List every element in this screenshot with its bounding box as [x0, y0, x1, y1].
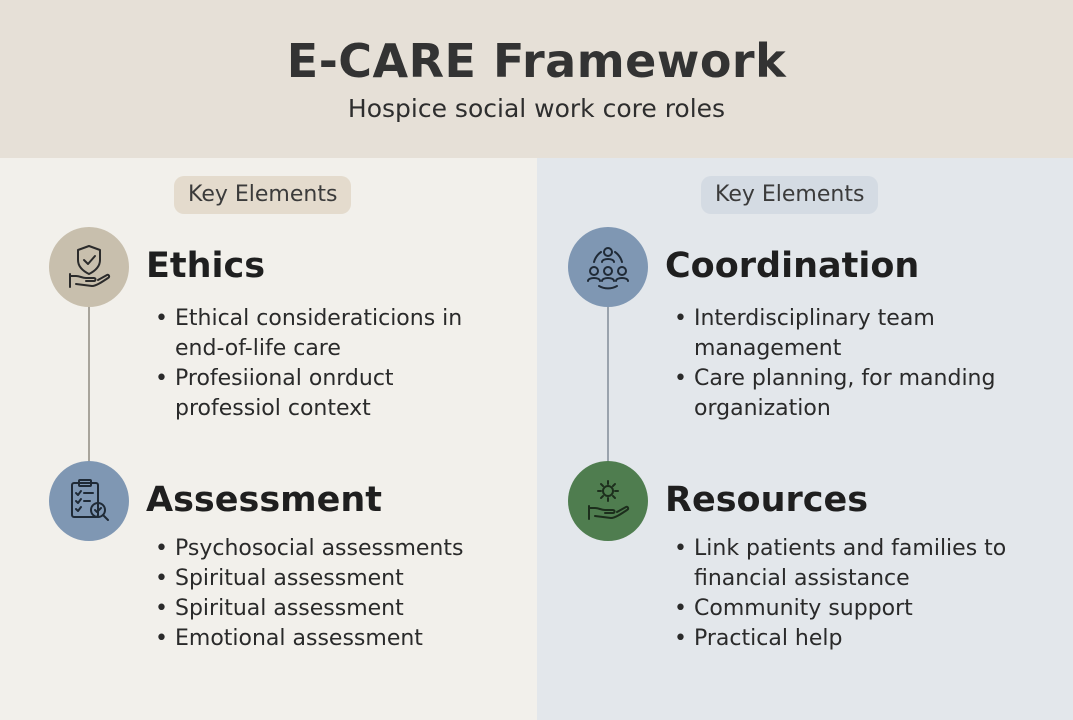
key-elements-pill-left: Key Elements: [174, 176, 351, 214]
team-network-icon: [581, 240, 635, 294]
page-title: E-CARE Framework: [286, 34, 787, 88]
connector-line-right: [607, 306, 609, 464]
list-item: • Spiritual assessment: [153, 564, 513, 594]
resources-bullet-list: [672, 534, 1032, 654]
list-item: • Interdisciplinary team management: [672, 304, 1032, 364]
coordination-icon-circle: [568, 227, 648, 307]
coordination-heading: Coordination: [665, 246, 920, 286]
resources-heading: Resources: [665, 480, 869, 520]
coordination-bullet-list: [672, 304, 1032, 424]
header: [0, 0, 1073, 158]
assessment-heading: Assessment: [146, 480, 383, 520]
list-item: • Spiritual assessment: [153, 594, 513, 624]
list-item: • Link patients and families to financial assistance: [672, 534, 1032, 594]
list-item: • Emotional assessment: [153, 624, 513, 654]
key-elements-pill-right: Key Elements: [701, 176, 878, 214]
list-item: • Care planning, for manding organization: [672, 364, 1032, 424]
shield-hand-icon: [62, 240, 116, 294]
ethics-heading: Ethics: [146, 246, 266, 286]
resources-icon-circle: [568, 461, 648, 541]
left-column: [0, 158, 537, 720]
page-subtitle: Hospice social work core roles: [347, 94, 726, 123]
connector-line-left: [88, 306, 90, 464]
list-item: • Ethical consideraticions in end-of-life care: [153, 304, 493, 364]
assessment-bullet-list: [153, 534, 513, 654]
clipboard-check-icon: [62, 474, 116, 528]
list-item: • Practical help: [672, 624, 1032, 654]
list-item: • Psychosocial assessments: [153, 534, 513, 564]
gear-hand-icon: [581, 474, 635, 528]
assessment-icon-circle: [49, 461, 129, 541]
ethics-bullet-list: [153, 304, 493, 424]
list-item: • Community support: [672, 594, 1032, 624]
right-column: [537, 158, 1073, 720]
list-item: • Profesiional onrduct professiol context: [153, 364, 493, 424]
ethics-icon-circle: [49, 227, 129, 307]
